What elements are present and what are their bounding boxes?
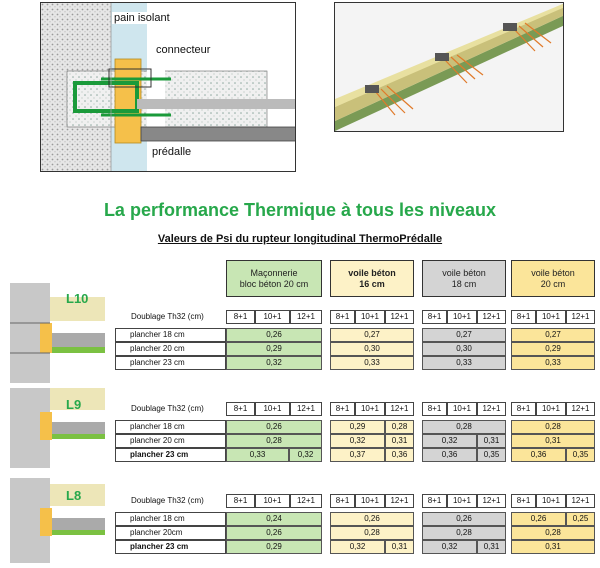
doublage-option: 10+1 <box>355 494 385 508</box>
doublage-option: 10+1 <box>255 494 290 508</box>
callout-connecteur: connecteur <box>156 44 211 56</box>
section-label: L8 <box>66 488 82 503</box>
psi-value-cell: 0,28 <box>226 434 322 448</box>
psi-value-cell: 0,30 <box>330 342 414 356</box>
doublage-option: 8+1 <box>511 402 536 416</box>
column-header-voile-16: voile béton 16 cm <box>330 260 414 297</box>
psi-value-cell: 0,31 <box>477 434 506 448</box>
callout-predalle: prédalle <box>152 146 192 158</box>
psi-value-cell: 0,26 <box>226 328 322 342</box>
psi-value-cell: 0,28 <box>330 526 414 540</box>
psi-value-cell: 0,26 <box>226 420 322 434</box>
psi-value-cell: 0,36 <box>511 448 566 462</box>
psi-value-cell: 0,33 <box>330 356 414 370</box>
row-label: plancher 23 cm <box>115 448 226 462</box>
doublage-option: 12+1 <box>290 494 322 508</box>
psi-value-cell: 0,27 <box>422 328 506 342</box>
psi-value-cell: 0,36 <box>422 448 477 462</box>
psi-value-cell: 0,32 <box>289 448 322 462</box>
section-thumbnail-l8 <box>10 478 105 563</box>
doublage-option: 10+1 <box>255 402 290 416</box>
doublage-option: 12+1 <box>566 310 595 324</box>
doublage-label: Doublage Th32 (cm) <box>131 404 204 413</box>
psi-value-cell: 0,28 <box>385 420 414 434</box>
psi-value-cell: 0,32 <box>226 356 322 370</box>
psi-value-cell: 0,36 <box>385 448 414 462</box>
doublage-option: 12+1 <box>385 310 414 324</box>
section-thumbnail-l10 <box>10 283 105 383</box>
row-label: plancher 18 cm <box>115 512 226 526</box>
doublage-option: 8+1 <box>422 402 447 416</box>
psi-value-cell: 0,28 <box>422 420 506 434</box>
psi-value-cell: 0,32 <box>330 434 385 448</box>
psi-value-cell: 0,31 <box>385 540 414 554</box>
row-label: plancher 20 cm <box>115 342 226 356</box>
psi-value-cell: 0,31 <box>511 434 595 448</box>
psi-value-cell: 0,26 <box>511 512 566 526</box>
column-header-maconnerie: Maçonnerie bloc béton 20 cm <box>226 260 322 297</box>
column-header-voile-18: voile béton 18 cm <box>422 260 506 297</box>
psi-value-cell: 0,37 <box>330 448 385 462</box>
psi-value-cell: 0,26 <box>226 526 322 540</box>
psi-value-cell: 0,27 <box>511 328 595 342</box>
doublage-option: 12+1 <box>477 494 506 508</box>
psi-value-cell: 0,31 <box>477 540 506 554</box>
psi-value-cell: 0,27 <box>330 328 414 342</box>
page-subtitle: Valeurs de Psi du rupteur longitudinal ThermoPrédalle <box>157 233 443 245</box>
psi-value-cell: 0,30 <box>422 342 506 356</box>
doublage-option: 10+1 <box>355 310 385 324</box>
section-thumbnail-l9 <box>10 388 105 468</box>
doublage-option: 12+1 <box>290 402 322 416</box>
row-label: plancher 20 cm <box>115 434 226 448</box>
psi-value-cell: 0,32 <box>422 540 477 554</box>
psi-value-cell: 0,29 <box>511 342 595 356</box>
section-label: L9 <box>66 397 82 412</box>
doublage-option: 10+1 <box>447 402 477 416</box>
doublage-option: 10+1 <box>447 494 477 508</box>
doublage-option: 8+1 <box>422 494 447 508</box>
psi-value-cell: 0,32 <box>330 540 385 554</box>
row-label: plancher 18 cm <box>115 328 226 342</box>
psi-value-cell: 0,35 <box>477 448 506 462</box>
doublage-option: 12+1 <box>290 310 322 324</box>
doublage-option: 8+1 <box>330 402 355 416</box>
doublage-option: 10+1 <box>255 310 290 324</box>
psi-value-cell: 0,29 <box>226 540 322 554</box>
psi-value-cell: 0,28 <box>511 420 595 434</box>
psi-value-cell: 0,31 <box>385 434 414 448</box>
psi-value-cell: 0,28 <box>511 526 595 540</box>
isometric-view-figure <box>334 2 564 132</box>
doublage-option: 8+1 <box>226 402 255 416</box>
doublage-option: 8+1 <box>226 310 255 324</box>
doublage-option: 12+1 <box>385 402 414 416</box>
psi-value-cell: 0,32 <box>422 434 477 448</box>
doublage-label: Doublage Th32 (cm) <box>131 312 204 321</box>
doublage-option: 8+1 <box>330 310 355 324</box>
doublage-option: 8+1 <box>422 310 447 324</box>
doublage-option: 10+1 <box>536 494 566 508</box>
row-label: plancher 20cm <box>115 526 226 540</box>
doublage-option: 10+1 <box>355 402 385 416</box>
doublage-option: 12+1 <box>477 310 506 324</box>
doublage-option: 8+1 <box>511 494 536 508</box>
row-label: plancher 23 cm <box>115 540 226 554</box>
row-label: plancher 18 cm <box>115 420 226 434</box>
psi-value-cell: 0,26 <box>422 512 506 526</box>
isometric-drawing <box>335 3 564 132</box>
page-title: La performance Thermique à tous les niveaux <box>103 200 497 220</box>
psi-value-cell: 0,28 <box>422 526 506 540</box>
doublage-option: 12+1 <box>477 402 506 416</box>
doublage-option: 12+1 <box>385 494 414 508</box>
doublage-option: 8+1 <box>511 310 536 324</box>
psi-value-cell: 0,33 <box>511 356 595 370</box>
doublage-option: 10+1 <box>536 402 566 416</box>
psi-value-cell: 0,25 <box>566 512 595 526</box>
psi-value-cell: 0,33 <box>422 356 506 370</box>
doublage-option: 8+1 <box>330 494 355 508</box>
section-label: L10 <box>66 291 89 306</box>
psi-value-cell: 0,35 <box>566 448 595 462</box>
doublage-option: 10+1 <box>536 310 566 324</box>
column-header-voile-20: voile béton 20 cm <box>511 260 595 297</box>
psi-value-cell: 0,24 <box>226 512 322 526</box>
callout-pain-isolant: pain isolant <box>114 12 170 24</box>
doublage-option: 12+1 <box>566 494 595 508</box>
doublage-option: 10+1 <box>447 310 477 324</box>
psi-value-cell: 0,29 <box>226 342 322 356</box>
row-label: plancher 23 cm <box>115 356 226 370</box>
psi-value-cell: 0,31 <box>511 540 595 554</box>
psi-value-cell: 0,26 <box>330 512 414 526</box>
psi-value-cell: 0,29 <box>330 420 385 434</box>
doublage-option: 12+1 <box>566 402 595 416</box>
doublage-label: Doublage Th32 (cm) <box>131 496 204 505</box>
psi-value-cell: 0,33 <box>226 448 289 462</box>
doublage-option: 8+1 <box>226 494 255 508</box>
